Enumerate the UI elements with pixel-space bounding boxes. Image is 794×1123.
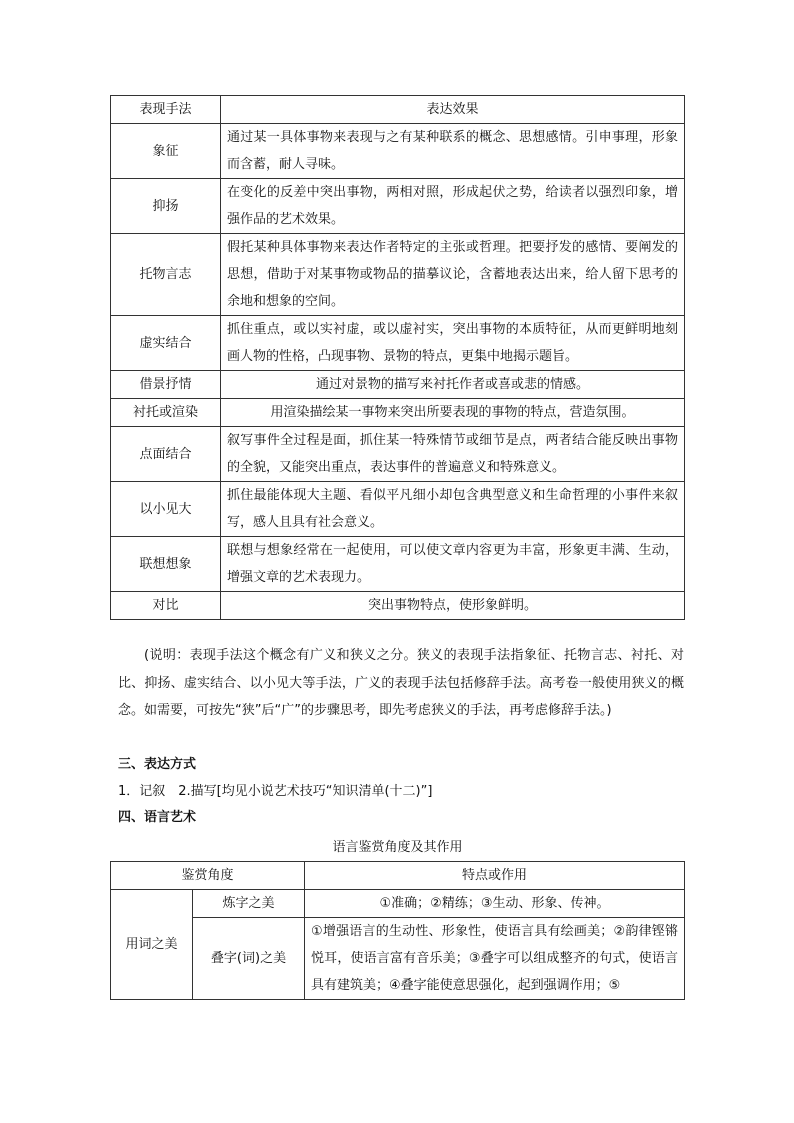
table-row xyxy=(111,592,685,620)
technique-effect: 抓住最能体现大主题、看似平凡细小却包含典型意义和生命哲理的小事件来叙写，感人且具有社会意义。 xyxy=(221,482,685,537)
technique-name: 借景抒情 xyxy=(111,371,221,399)
section3-items: 1．记叙 2.描写[均见小说艺术技巧“知识清单(十二)”] xyxy=(118,784,433,799)
note-paragraph: (说明：表现手法这个概念有广义和狭义之分。狭义的表现手法指象征、托物言志、衬托、对比、抑扬、虚实结合、以小见大等手法，广义的表现手法包括修辞手法。高考卷一般使用狭义的概念。如需要，可按先“狭”后“广”的步骤思考，即先考虑狭义的手法，再考虑修辞手法。) xyxy=(118,648,684,718)
feature-text: ①增强语言的生动性、形象性，使语言具有绘画美；②韵律铿锵悦耳，使语言富有音乐美；③叠字可以组成整齐的句式，使语言具有建筑美；④叠字能使意思强化，起到强调作用；⑤ xyxy=(305,918,685,1000)
technique-name: 以小见大 xyxy=(111,482,221,537)
table-row xyxy=(111,179,685,234)
technique-name: 抑扬 xyxy=(111,179,221,234)
table-row xyxy=(111,316,685,371)
technique-effect: 抓住重点，或以实衬虚，或以虚衬实，突出事物的本质特征，从而更鲜明地刻画人物的性格，凸现事物、景物的特点，更集中地揭示题旨。 xyxy=(221,316,685,371)
technique-effect: 联想与想象经常在一起使用，可以使文章内容更为丰富，形象更丰满、生动，增强文章的艺术表现力。 xyxy=(221,537,685,592)
technique-effect: 用渲染描绘某一事物来突出所要表现的事物的特点，营造氛围。 xyxy=(221,399,685,427)
technique-effect: 突出事物特点，使形象鲜明。 xyxy=(221,592,685,620)
technique-name: 虚实结合 xyxy=(111,316,221,371)
technique-name: 点面结合 xyxy=(111,427,221,482)
feature-text: ①准确；②精练；③生动、形象、传神。 xyxy=(305,890,685,918)
technique-effect: 通过某一具体事物来表现与之有某种联系的概念、思想感情。引申事理，形象而含蓄，耐人寻味。 xyxy=(221,124,685,179)
table-header-row xyxy=(111,862,685,890)
table-row xyxy=(111,427,685,482)
header-feature: 特点或作用 xyxy=(305,862,685,890)
group-label: 用词之美 xyxy=(111,890,193,1000)
table-row xyxy=(111,890,685,918)
table-row xyxy=(111,537,685,592)
table-row xyxy=(111,371,685,399)
table-row xyxy=(111,234,685,316)
section4-heading: 四、语言艺术 xyxy=(118,810,197,825)
header-angle: 鉴赏角度 xyxy=(111,862,305,890)
table-header-row xyxy=(111,96,685,124)
table-row xyxy=(111,482,685,537)
language-appreciation-table xyxy=(110,861,685,1000)
technique-effect: 通过对景物的描写来衬托作者或喜或悲的情感。 xyxy=(221,371,685,399)
table-row xyxy=(111,918,685,1000)
technique-name: 联想想象 xyxy=(111,537,221,592)
table-row xyxy=(111,124,685,179)
expression-techniques-table xyxy=(110,95,685,620)
table-row xyxy=(111,399,685,427)
technique-name: 象征 xyxy=(111,124,221,179)
technique-name: 对比 xyxy=(111,592,221,620)
technique-effect: 在变化的反差中突出事物，两相对照，形成起伏之势，给读者以强烈印象，增强作品的艺术效果。 xyxy=(221,179,685,234)
technique-effect: 叙写事件全过程是面，抓住某一特殊情节或细节是点，两者结合能反映出事物的全貌，又能突出重点，表达事件的普遍意义和特殊意义。 xyxy=(221,427,685,482)
technique-effect: 假托某种具体事物来表达作者特定的主张或哲理。把要抒发的感情、要阐发的思想，借助于对某事物或物品的描摹议论，含蓄地表达出来，给人留下思考的余地和想象的空间。 xyxy=(221,234,685,316)
header-effect: 表达效果 xyxy=(221,96,685,124)
section3-heading: 三、表达方式 xyxy=(118,757,197,772)
table2-caption: 语言鉴赏角度及其作用 xyxy=(332,840,463,855)
header-technique: 表现手法 xyxy=(111,96,221,124)
sub-angle: 叠字(词)之美 xyxy=(193,918,305,1000)
sub-angle: 炼字之美 xyxy=(193,890,305,918)
technique-name: 托物言志 xyxy=(111,234,221,316)
technique-name: 衬托或渲染 xyxy=(111,399,221,427)
